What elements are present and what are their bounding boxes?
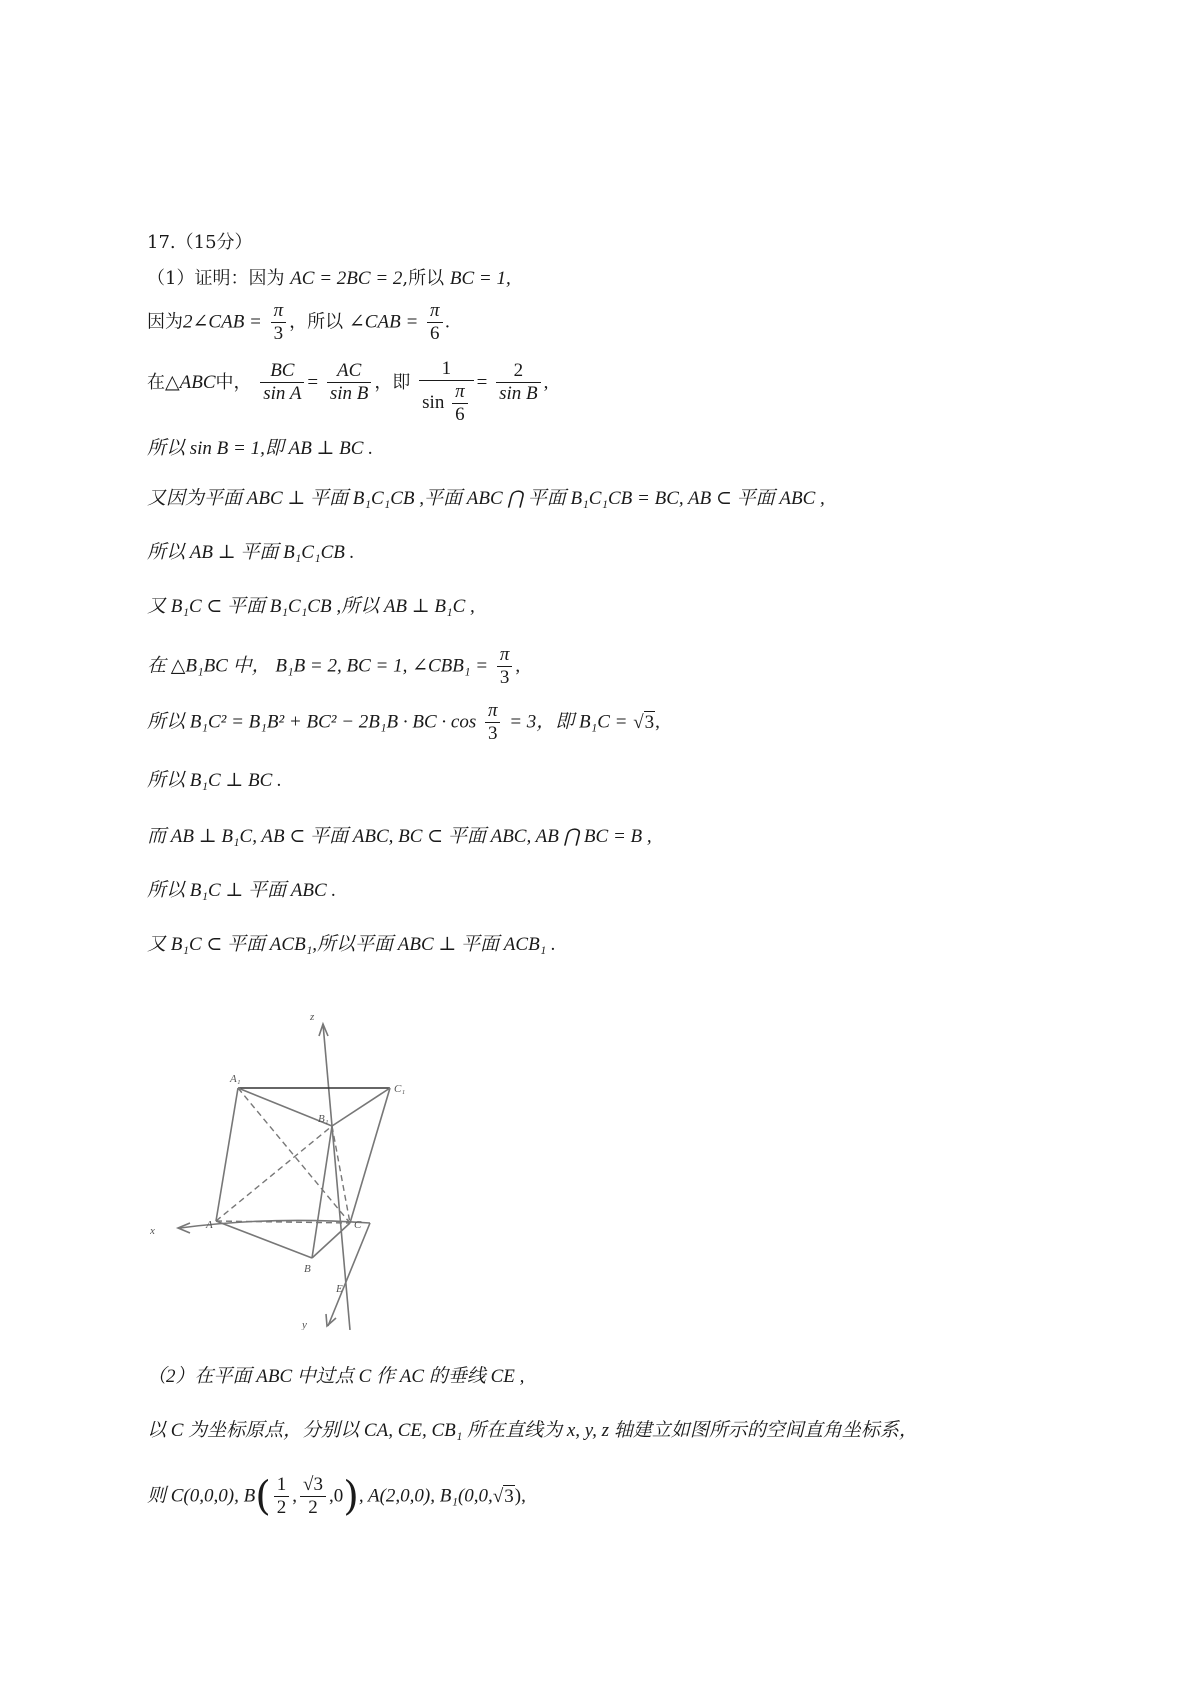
part1-label: （1）证明： (147, 268, 249, 289)
fraction-bc-over-sina (260, 360, 304, 405)
label-c1: C₁ (394, 1083, 406, 1095)
sqrt-sign: √ (633, 711, 644, 733)
numerator: π (427, 300, 443, 323)
math: = 3，即 B₁C = (509, 711, 628, 733)
comma: , (292, 1485, 298, 1507)
label-b1: B₁ (318, 1113, 329, 1125)
denominator: 3 (487, 723, 498, 744)
comma: , (328, 1485, 334, 1507)
part1-line-13: 又 B₁C ⊂ 平面 ACB₁,所以平面 ABC ⊥ 平面 ACB₁ . (147, 934, 556, 955)
part2-line-1: （2）在平面 ABC 中过点 C 作 AC 的垂线 CE , (147, 1366, 525, 1387)
denominator: 3 (273, 323, 284, 344)
fraction-1-over-sin-pi-6 (419, 358, 473, 426)
edge-ab (216, 1221, 312, 1258)
sin: sin (422, 391, 445, 413)
part1-line-10: 所以 B₁C ⊥ BC . (147, 770, 282, 791)
fraction-sqrt3-over-2 (300, 1474, 326, 1519)
text: ，所以 (289, 311, 344, 333)
text: 中， (215, 371, 252, 393)
denominator (419, 381, 473, 426)
part1-line-2: 因为2∠CAB = $\frac{\pi}{3}$ ，所以 ∠CAB = $\frac{\pi}{6}$ . (147, 300, 451, 344)
label-z: z (310, 1011, 315, 1023)
numerator: π (271, 300, 287, 323)
numerator: BC (260, 360, 304, 383)
zero: 0 (333, 1485, 344, 1507)
edge-b1c-dashed (332, 1126, 350, 1223)
problem-header (147, 232, 253, 254)
label-a: A (206, 1219, 213, 1231)
fraction-pi-over-3 (497, 644, 513, 689)
part1-line-6: 所以 AB ⊥ 平面 B₁C₁CB . (147, 542, 355, 563)
label-x: x (150, 1225, 155, 1237)
numerator: 1 (274, 1474, 290, 1497)
numerator: 1 (419, 358, 473, 381)
edge-a1a (216, 1088, 238, 1221)
numerator: π (497, 644, 513, 667)
part1-line-7: 又 B₁C ⊂ 平面 B₁C₁CB ,所以 AB ⊥ B₁C , (147, 596, 475, 617)
part1-line-9 (147, 700, 660, 745)
problem-number: 17. (147, 232, 176, 253)
punct: , (655, 711, 660, 733)
math: , A(2,0,0), B₁(0,0, (358, 1485, 493, 1507)
text: 在 (147, 371, 165, 393)
denominator: sin B (499, 383, 538, 405)
label-e: E (336, 1283, 343, 1295)
edge-b1c1 (332, 1088, 390, 1126)
numerator: π (485, 700, 501, 723)
edge-c1c (350, 1088, 390, 1223)
numerator: AC (327, 360, 372, 383)
coordinate-diagram (150, 1008, 420, 1330)
denominator: sin B (329, 383, 369, 405)
edge-a1c-dashed (238, 1088, 350, 1223)
part1-line-4: 所以 sin B = 1,即 AB ⊥ BC . (147, 438, 373, 459)
radicand: 3 (644, 711, 655, 733)
fraction-one-half (274, 1474, 290, 1519)
numerator: π (452, 381, 468, 404)
denominator: sin A (263, 383, 302, 405)
part1-line-1 (147, 268, 511, 290)
fraction-ac-over-sinb (327, 360, 372, 405)
denominator: 2 (276, 1497, 287, 1518)
punct: ), (514, 1485, 526, 1507)
edge-bc (312, 1223, 350, 1258)
sqrt-3 (493, 1486, 515, 1508)
numerator: √3 (300, 1474, 326, 1497)
denominator: 6 (430, 323, 440, 344)
part2-line-2: 以 C 为坐标原点，分别以 CA, CE, CB₁ 所在直线为 x, y, z 轴建立如图所示的空间直角坐标系， (147, 1420, 918, 1441)
fraction-pi-over-3 (271, 300, 287, 345)
sqrt-3 (633, 712, 655, 734)
label-a1: A₁ (230, 1073, 241, 1085)
text: 因为 (147, 311, 183, 333)
fraction-pi-over-6-inner (452, 381, 468, 426)
part1-line-11: 而 AB ⊥ B₁C, AB ⊂ 平面 ABC, BC ⊂ 平面 ABC, AB ⋂ BC = B , (147, 826, 652, 847)
left-paren: ( (255, 1473, 271, 1520)
denominator: 6 (455, 404, 465, 425)
part1-line-3: 在△ABC中， $\frac{BC}{\text{sin A}}$ = $\frac{AC}{\text{sin B}}$ ，即 1 sin $\frac{\pi}{6}$ = $\frac{2}{\text{sin B}}$ , (147, 358, 549, 425)
math: 2∠CAB = (183, 311, 262, 333)
math: AC = 2BC = 2 (290, 268, 403, 289)
edge-ab1-dashed (216, 1126, 332, 1221)
edge-b1b (312, 1126, 332, 1258)
label-c: C (354, 1219, 362, 1231)
label-y: y (302, 1319, 307, 1330)
fraction-pi-over-3 (485, 700, 501, 745)
right-paren: ) (343, 1473, 359, 1520)
math: △ABC (165, 371, 216, 393)
fraction-pi-over-6 (427, 300, 443, 345)
fraction-2-over-sinb (496, 360, 541, 405)
text: 因为 (248, 268, 285, 289)
radicand: 3 (504, 1485, 514, 1507)
part2-line-3 (147, 1474, 526, 1519)
sqrt-sign: √ (492, 1485, 504, 1507)
numerator: 2 (496, 360, 541, 383)
part1-line-12: 所以 B₁C ⊥ 平面 ABC . (147, 880, 337, 901)
denominator: 3 (499, 667, 510, 688)
part1-line-8: 在 △B₁BC 中， B₁B = 2, BC = 1, ∠CBB₁ = $\frac{\pi}{3}$ , (147, 644, 521, 688)
math: BC = 1, (449, 268, 511, 289)
text: ,所以 (402, 268, 445, 289)
math: ∠CAB = (348, 311, 419, 333)
math: 在 △B₁BC 中， B₁B = 2, BC = 1, ∠CBB₁ = (147, 655, 489, 677)
denominator: 2 (308, 1497, 318, 1518)
math: 则 C(0,0,0), B (147, 1485, 256, 1507)
problem-points: （15分） (175, 232, 253, 253)
math: 所以 B₁C² = B₁B² + BC² − 2B₁B · BC · cos (147, 711, 477, 733)
part1-line-5: 又因为平面 ABC ⊥ 平面 B₁C₁CB ,平面 ABC ⋂ 平面 B₁C₁CB = BC, AB ⊂ 平面 ABC , (147, 488, 825, 509)
label-b: B (304, 1263, 311, 1275)
text: ，即 (374, 371, 411, 393)
